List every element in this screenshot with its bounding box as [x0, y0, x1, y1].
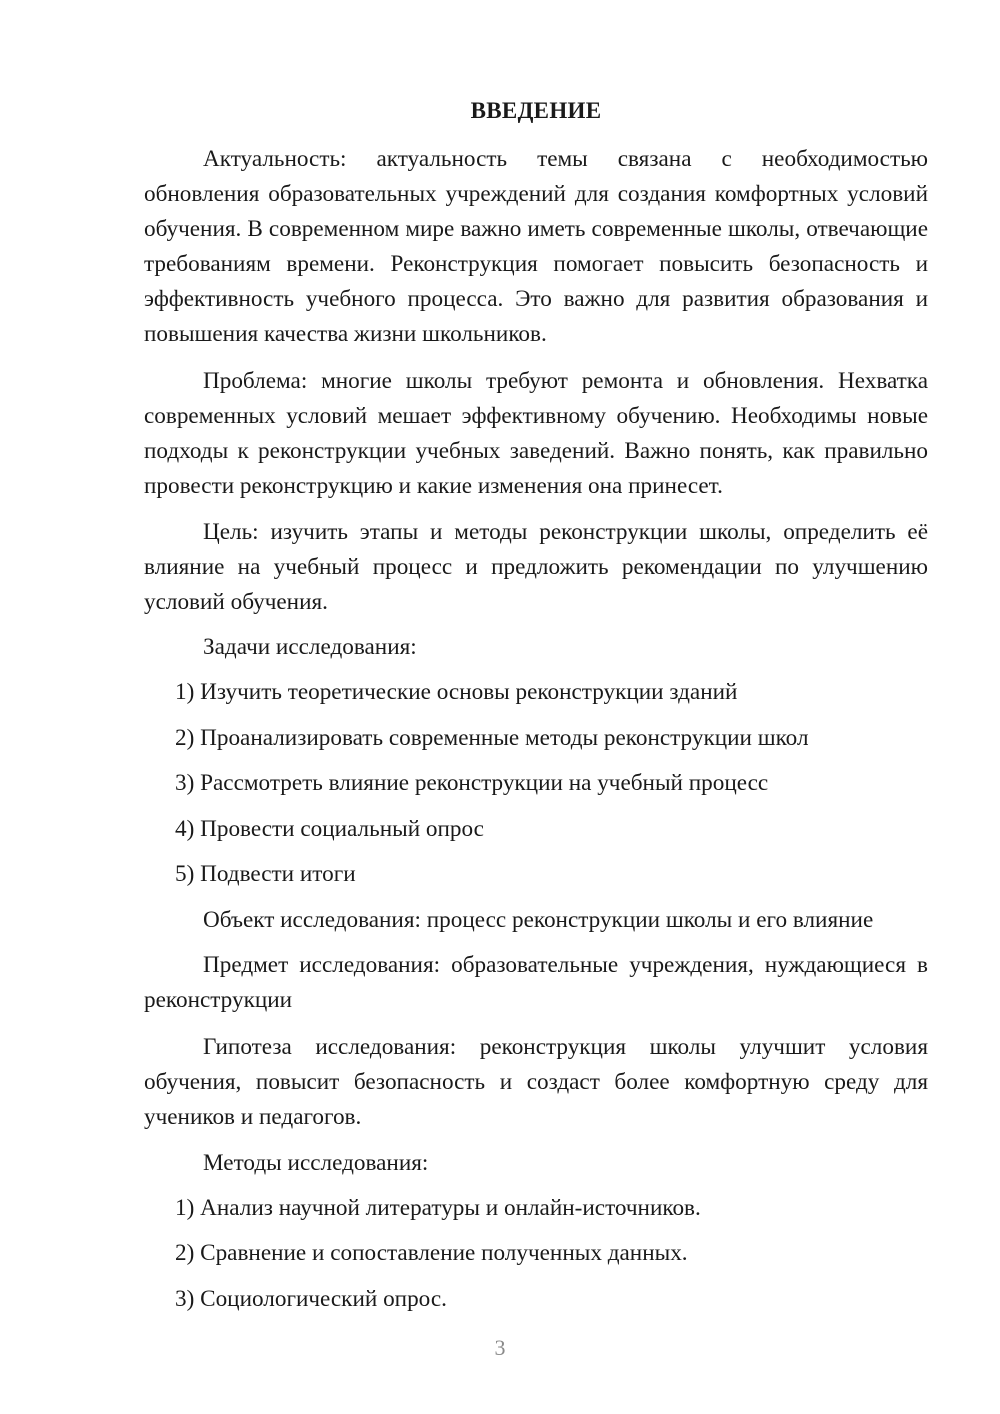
relevance-paragraph: Актуальность: актуальность темы связана с необходимостью обновления образовательных учреждений для создания комфортных условий обучения. В современном мире важно иметь современные школы, отвечающие требованиям времени. Реконструкция помогает повысить безопасность и эффективность учебного процесса. Это важно для развития образования и повышения качества жизни школьников. — [144, 146, 928, 347]
task-item: 5) Подвести итоги — [175, 861, 356, 887]
section-title: ВВЕДЕНИЕ — [470, 98, 602, 123]
goal-paragraph: Цель: изучить этапы и методы реконструкции школы, определить её влияние на учебный процесс и предложить рекомендации по улучшению условий обучения. — [144, 519, 928, 615]
page-number: 3 — [494, 1335, 506, 1360]
tasks-heading: Задачи исследования: — [203, 634, 417, 660]
problem-paragraph: Проблема: многие школы требуют ремонта и обновления. Нехватка современных условий мешает эффективному обучению. Необходимы новые подходы к реконструкции учебных заведений. Важно понять, как правильно провести реконструкцию и какие изменения она принесет. — [144, 368, 928, 499]
subject-paragraph: Предмет исследования: образовательные учреждения, нуждающиеся в реконструкции — [144, 952, 928, 1013]
object-line: Объект исследования: процесс реконструкции школы и его влияние — [203, 907, 874, 933]
task-item: 1) Изучить теоретические основы реконструкции зданий — [175, 679, 738, 705]
task-item: 3) Рассмотреть влияние реконструкции на учебный процесс — [175, 770, 769, 796]
method-item: 2) Сравнение и сопоставление полученных данных. — [175, 1240, 688, 1266]
hypothesis-paragraph: Гипотеза исследования: реконструкция школы улучшит условия обучения, повысит безопасность и создаст более комфортную среду для учеников и педагогов. — [144, 1034, 928, 1130]
method-item: 1) Анализ научной литературы и онлайн-источников. — [175, 1195, 701, 1221]
methods-heading: Методы исследования: — [203, 1150, 429, 1176]
document-page — [144, 0, 928, 1414]
task-item: 2) Проанализировать современные методы реконструкции школ — [175, 725, 809, 751]
task-item: 4) Провести социальный опрос — [175, 816, 484, 842]
method-item: 3) Социологический опрос. — [175, 1286, 447, 1312]
